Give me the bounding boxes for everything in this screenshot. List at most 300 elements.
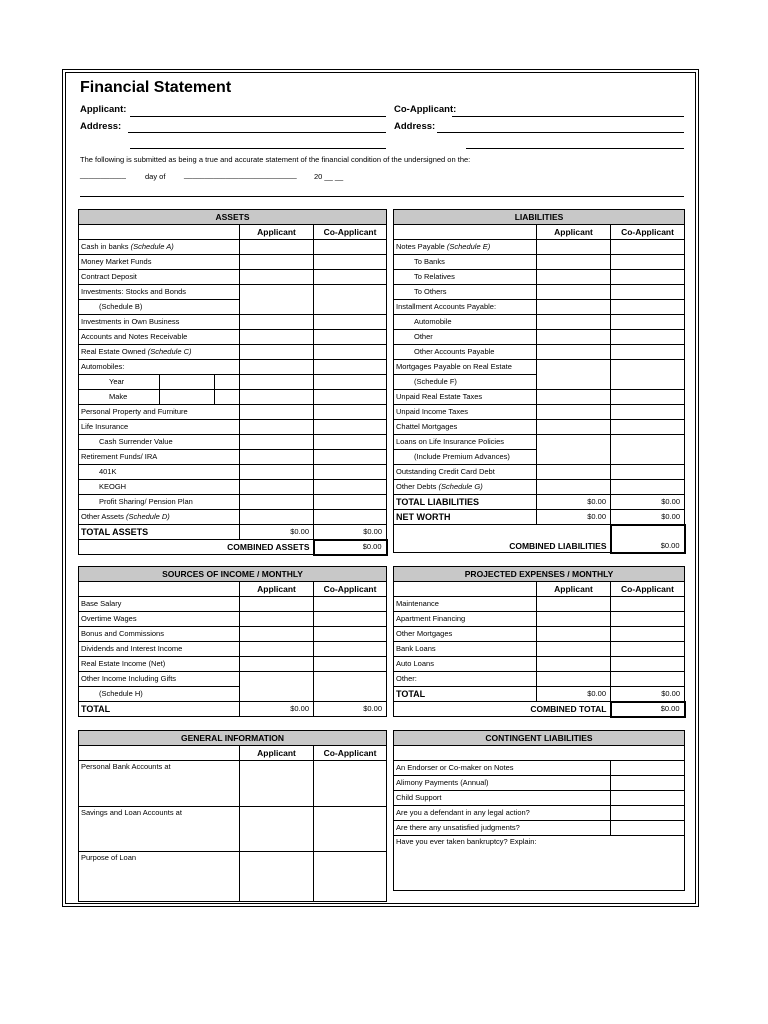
liabilities-applicant-input[interactable] (537, 285, 611, 300)
income-row (79, 657, 387, 672)
expenses-row (394, 642, 685, 657)
liabilities-row-label (394, 375, 537, 390)
assets-co-applicant-input[interactable] (314, 330, 387, 345)
assets-row-label-text: Cash in banks (81, 242, 129, 252)
liabilities-applicant-input[interactable] (537, 330, 611, 345)
expenses-row-label (394, 612, 537, 627)
assets-co-applicant-input[interactable] (314, 360, 387, 375)
liabilities-applicant-input[interactable] (537, 300, 611, 315)
assets-co-applicant-input[interactable] (314, 405, 387, 420)
assets-co-applicant-input[interactable] (314, 480, 387, 495)
income-applicant-input[interactable] (240, 672, 314, 702)
assets-row-label (79, 480, 240, 495)
assets-row-label-text: Other Assets (81, 512, 124, 522)
expenses-title: PROJECTED EXPENSES / MONTHLY (394, 567, 685, 582)
assets-co-applicant-input[interactable] (314, 315, 387, 330)
income-row-label (79, 597, 240, 612)
general-row-label (79, 761, 240, 807)
assets-row-label-text: Automobiles: (81, 362, 125, 372)
liabilities-row-label (394, 360, 537, 375)
liabilities-co-applicant-input[interactable] (611, 420, 685, 435)
liabilities-row (394, 360, 685, 375)
income-row (79, 672, 387, 687)
liabilities-row-label (394, 315, 537, 330)
assets-row (79, 285, 387, 300)
net-worth-co-applicant: $0.00 (611, 510, 685, 525)
liabilities-row-label (394, 240, 537, 255)
general-co-applicant-input[interactable] (314, 852, 387, 902)
income-applicant-input[interactable] (240, 612, 314, 627)
assets-row-label (79, 300, 240, 315)
expenses-row-label-text: Maintenance (396, 599, 439, 609)
assets-row-label (79, 450, 240, 465)
expenses-total-label: TOTAL (394, 687, 537, 702)
liabilities-applicant-input[interactable] (537, 360, 611, 390)
assets-row-label-text: 401K (99, 467, 117, 477)
liabilities-row-label (394, 420, 537, 435)
liabilities-row-label-text: Other Debts (396, 482, 437, 492)
assets-row-label (79, 510, 240, 525)
expenses-row-label (394, 597, 537, 612)
income-row-label-text: Other Income Including Gifts (81, 674, 177, 684)
liabilities-row-label-text: Unpaid Real Estate Taxes (396, 392, 483, 402)
address-field[interactable] (128, 132, 386, 133)
contingent-row-label (394, 761, 611, 776)
expenses-row-label-text: Other: (396, 674, 417, 684)
liabilities-applicant-input[interactable] (537, 255, 611, 270)
assets-row-label (79, 270, 240, 285)
liabilities-co-applicant-input[interactable] (611, 300, 685, 315)
assets-co-applicant-input[interactable] (314, 270, 387, 285)
liabilities-applicant-input[interactable] (537, 480, 611, 495)
general-row-label (79, 807, 240, 852)
general-row-label (79, 852, 240, 902)
income-row-label (79, 672, 240, 687)
assets-row-label-text: Real Estate Owned (81, 347, 146, 357)
contingent-row-label (394, 791, 611, 806)
income-total-co-applicant: $0.00 (314, 702, 387, 717)
liabilities-co-applicant-input[interactable] (611, 240, 685, 255)
assets-row (79, 405, 387, 420)
auto-detail-extra[interactable] (215, 390, 240, 404)
expenses-co-applicant-input[interactable] (611, 597, 685, 612)
combined-total-label: COMBINED TOTAL (394, 702, 611, 717)
assets-row (79, 315, 387, 330)
contingent-row-label-text: An Endorser or Co-maker on Notes (396, 763, 514, 773)
general-info-table (78, 730, 387, 902)
liabilities-row-label (394, 285, 537, 300)
assets-row-label-text: Investments in Own Business (81, 317, 180, 327)
general-row (79, 807, 387, 852)
income-row-label-text: Base Salary (81, 599, 122, 609)
expenses-co-applicant-input[interactable] (611, 612, 685, 627)
assets-row (79, 390, 387, 405)
liabilities-applicant-input[interactable] (537, 465, 611, 480)
assets-co-applicant-input[interactable] (314, 285, 387, 315)
contingent-row-label-text: Are there any unsatisfied judgments? (396, 823, 520, 833)
liabilities-row (394, 420, 685, 435)
income-table (78, 566, 387, 717)
assets-row-label (79, 345, 240, 360)
income-total-label: TOTAL (79, 702, 240, 717)
general-co-applicant-input[interactable] (314, 807, 387, 852)
assets-co-applicant-input[interactable] (314, 420, 387, 435)
combined-total-value: $0.00 (611, 702, 685, 717)
expenses-applicant-input[interactable] (537, 657, 611, 672)
general-applicant-input[interactable] (240, 852, 314, 902)
assets-applicant-input[interactable] (240, 240, 314, 255)
general-info-title: GENERAL INFORMATION (79, 731, 387, 746)
liabilities-row (394, 435, 685, 450)
income-row (79, 627, 387, 642)
income-co-applicant-input[interactable] (314, 672, 387, 702)
income-applicant-input[interactable] (240, 657, 314, 672)
contingent-table (393, 730, 685, 891)
liabilities-co-applicant-input[interactable] (611, 435, 685, 465)
date-day-field[interactable]: ___________ (80, 170, 126, 179)
contingent-value-input[interactable] (611, 776, 685, 791)
liabilities-row-label (394, 435, 537, 450)
income-applicant-input[interactable] (240, 642, 314, 657)
income-row-label (79, 642, 240, 657)
liabilities-row-schedule: (Schedule G) (438, 482, 483, 492)
date-month-field[interactable]: ___________________________ (184, 170, 297, 179)
assets-co-applicant-input[interactable] (314, 390, 387, 405)
expenses-row-label (394, 672, 537, 687)
liabilities-row-label (394, 390, 537, 405)
assets-co-applicant-header: Co-Applicant (314, 225, 387, 240)
assets-co-applicant-input[interactable] (314, 510, 387, 525)
net-worth-label: NET WORTH (394, 510, 537, 525)
contingent-value-input[interactable] (611, 761, 685, 776)
expenses-co-applicant-input[interactable] (611, 642, 685, 657)
assets-applicant-input[interactable] (240, 450, 314, 465)
income-total-applicant: $0.00 (240, 702, 314, 717)
liabilities-co-applicant-input[interactable] (611, 480, 685, 495)
address-line2-field[interactable] (130, 148, 386, 149)
assets-row-label (79, 330, 240, 345)
assets-applicant-input[interactable] (240, 465, 314, 480)
co-address-line2-field[interactable] (466, 148, 684, 149)
assets-row-label-text: Make (109, 392, 128, 402)
income-applicant-header: Applicant (240, 582, 314, 597)
liabilities-row-label (394, 465, 537, 480)
assets-row (79, 450, 387, 465)
liabilities-row-label (394, 480, 537, 495)
assets-row-label-text: Money Market Funds (81, 257, 152, 267)
assets-applicant-input[interactable] (240, 420, 314, 435)
expenses-total-applicant: $0.00 (537, 687, 611, 702)
assets-row (79, 375, 387, 390)
liabilities-applicant-input[interactable] (537, 435, 611, 465)
expenses-applicant-input[interactable] (537, 627, 611, 642)
assets-row (79, 510, 387, 525)
expenses-row-label (394, 657, 537, 672)
day-of-label: day of (145, 172, 166, 181)
liabilities-row-label-text: Loans on Life Insurance Policies (396, 437, 504, 447)
liabilities-co-applicant-input[interactable] (611, 345, 685, 360)
assets-co-applicant-input[interactable] (314, 345, 387, 360)
assets-row-label (79, 315, 240, 330)
expenses-applicant-input[interactable] (537, 672, 611, 687)
auto-year-input[interactable] (160, 375, 215, 389)
income-applicant-input[interactable] (240, 597, 314, 612)
liabilities-table (393, 209, 686, 554)
assets-row-label (79, 435, 240, 450)
assets-row-label (79, 405, 240, 420)
liabilities-applicant-input[interactable] (537, 270, 611, 285)
assets-co-applicant-input[interactable] (314, 255, 387, 270)
income-row (79, 597, 387, 612)
income-title: SOURCES OF INCOME / MONTHLY (79, 567, 387, 582)
expenses-row (394, 672, 685, 687)
contingent-row (394, 761, 685, 776)
liabilities-row-label-text: Unpaid Income Taxes (396, 407, 468, 417)
assets-row-label (79, 255, 240, 270)
liabilities-row-label-text: To Others (414, 287, 447, 297)
expenses-row-label-text: Bank Loans (396, 644, 436, 654)
header-divider (80, 196, 684, 197)
applicant-field[interactable] (130, 116, 386, 117)
assets-row (79, 330, 387, 345)
co-address-field[interactable] (437, 132, 684, 133)
liabilities-row-schedule: (Schedule E) (446, 242, 491, 252)
liabilities-row-label (394, 345, 537, 360)
income-row-label-text: (Schedule H) (99, 689, 143, 699)
assets-applicant-input[interactable] (240, 405, 314, 420)
assets-row-label-text: Retirement Funds/ IRA (81, 452, 158, 462)
expenses-applicant-header: Applicant (537, 582, 611, 597)
liabilities-applicant-input[interactable] (537, 405, 611, 420)
liabilities-row-label (394, 300, 537, 315)
assets-title: ASSETS (79, 210, 387, 225)
income-co-applicant-input[interactable] (314, 612, 387, 627)
expenses-table (393, 566, 686, 718)
expenses-co-applicant-input[interactable] (611, 657, 685, 672)
auto-detail-cell (79, 390, 240, 405)
expenses-row (394, 627, 685, 642)
assets-applicant-input[interactable] (240, 495, 314, 510)
assets-row-label-text: Life Insurance (81, 422, 129, 432)
assets-co-applicant-input[interactable] (314, 495, 387, 510)
contingent-value-input[interactable] (611, 806, 685, 821)
liabilities-row (394, 300, 685, 315)
expenses-applicant-input[interactable] (537, 612, 611, 627)
assets-row (79, 480, 387, 495)
assets-applicant-input[interactable] (240, 435, 314, 450)
combined-liabilities-label: COMBINED LIABILITIES (394, 525, 611, 553)
contingent-title: CONTINGENT LIABILITIES (394, 731, 685, 746)
liabilities-co-applicant-input[interactable] (611, 390, 685, 405)
assets-row-label (79, 375, 160, 389)
liabilities-row (394, 240, 685, 255)
assets-row (79, 465, 387, 480)
assets-applicant-header: Applicant (240, 225, 314, 240)
assets-row-label-text: KEOGH (99, 482, 127, 492)
assets-row-label (79, 285, 240, 300)
assets-row (79, 255, 387, 270)
income-co-applicant-input[interactable] (314, 642, 387, 657)
assets-applicant-input[interactable] (240, 315, 314, 330)
assets-row-label-text: Cash Surrender Value (99, 437, 173, 447)
income-applicant-input[interactable] (240, 627, 314, 642)
liabilities-row (394, 390, 685, 405)
general-row (79, 852, 387, 902)
assets-row (79, 240, 387, 255)
auto-make-input[interactable] (160, 390, 215, 404)
assets-row-schedule: (Schedule D) (126, 512, 170, 522)
auto-detail-extra[interactable] (215, 375, 240, 389)
income-row-label (79, 657, 240, 672)
assets-row-schedule: (Schedule C) (147, 347, 192, 357)
co-applicant-label: Co-Applicant: (394, 104, 457, 115)
assets-row (79, 420, 387, 435)
general-applicant-header: Applicant (240, 746, 314, 761)
contingent-row-label (394, 806, 611, 821)
year-field[interactable]: 20 __ __ (314, 172, 344, 181)
liabilities-row (394, 465, 685, 480)
assets-applicant-input[interactable] (240, 255, 314, 270)
liabilities-co-applicant-input[interactable] (611, 255, 685, 270)
liabilities-row-label-text: To Banks (414, 257, 445, 267)
assets-co-applicant-input[interactable] (314, 435, 387, 450)
total-liabilities-label: TOTAL LIABILITIES (394, 495, 537, 510)
liabilities-row-label-text: Outstanding Credit Card Debt (396, 467, 495, 477)
assets-applicant-input[interactable] (240, 360, 314, 375)
assets-row-label (79, 240, 240, 255)
general-applicant-input[interactable] (240, 807, 314, 852)
assets-row-label-text: (Schedule B) (99, 302, 143, 312)
liabilities-row (394, 330, 685, 345)
liabilities-row-label-text: (Include Premium Advances) (414, 452, 510, 462)
liabilities-row (394, 285, 685, 300)
expenses-co-applicant-input[interactable] (611, 672, 685, 687)
net-worth-applicant: $0.00 (537, 510, 611, 525)
general-row-label-text: Savings and Loan Accounts at (81, 808, 182, 817)
income-co-applicant-input[interactable] (314, 657, 387, 672)
assets-row-label-text: Profit Sharing/ Pension Plan (99, 497, 193, 507)
expenses-co-applicant-input[interactable] (611, 627, 685, 642)
liabilities-row-label (394, 450, 537, 465)
income-co-applicant-input[interactable] (314, 597, 387, 612)
liabilities-co-applicant-input[interactable] (611, 405, 685, 420)
total-liabilities-applicant: $0.00 (537, 495, 611, 510)
assets-row-schedule: (Schedule A) (130, 242, 174, 252)
assets-row (79, 435, 387, 450)
liabilities-row-label (394, 255, 537, 270)
assets-applicant-input[interactable] (240, 510, 314, 525)
expenses-co-applicant-header: Co-Applicant (611, 582, 685, 597)
income-row-label-text: Real Estate Income (Net) (81, 659, 166, 669)
assets-applicant-input[interactable] (240, 330, 314, 345)
co-address-label: Address: (394, 121, 436, 132)
income-row-label (79, 612, 240, 627)
assets-applicant-input[interactable] (240, 285, 314, 315)
contingent-row-label-text: Have you ever taken bankruptcy? Explain: (396, 837, 537, 846)
liabilities-row-label-text: Notes Payable (396, 242, 445, 252)
general-co-applicant-input[interactable] (314, 761, 387, 807)
income-row-label (79, 627, 240, 642)
assets-row-label (79, 495, 240, 510)
liabilities-row-label (394, 405, 537, 420)
liabilities-co-applicant-input[interactable] (611, 360, 685, 390)
liabilities-co-applicant-input[interactable] (611, 330, 685, 345)
contingent-row-label (394, 821, 611, 836)
contingent-row-label (394, 776, 611, 791)
liabilities-co-applicant-header: Co-Applicant (611, 225, 685, 240)
liabilities-applicant-input[interactable] (537, 420, 611, 435)
assets-co-applicant-input[interactable] (314, 240, 387, 255)
income-row-label-text: Bonus and Commissions (81, 629, 164, 639)
expenses-applicant-input[interactable] (537, 642, 611, 657)
liabilities-row-label-text: (Schedule F) (414, 377, 457, 387)
income-row (79, 612, 387, 627)
contingent-row-label-text: Child Support (396, 793, 442, 803)
liabilities-row-label-text: Chattel Mortgages (396, 422, 458, 432)
expenses-row-label (394, 627, 537, 642)
assets-row (79, 495, 387, 510)
combined-assets-value: $0.00 (314, 540, 387, 555)
contingent-value-input[interactable] (611, 791, 685, 806)
liabilities-row-label-text: Automobile (414, 317, 452, 327)
liabilities-co-applicant-input[interactable] (611, 465, 685, 480)
assets-row-label-text: Personal Property and Furniture (81, 407, 188, 417)
income-row-label-text: Dividends and Interest Income (81, 644, 183, 654)
co-applicant-field[interactable] (452, 116, 684, 117)
assets-co-applicant-input[interactable] (314, 450, 387, 465)
contingent-row-label-text: Alimony Payments (Annual) (396, 778, 489, 788)
liabilities-row-label-text: Other Accounts Payable (414, 347, 495, 357)
liabilities-applicant-input[interactable] (537, 345, 611, 360)
assets-applicant-input[interactable] (240, 345, 314, 360)
contingent-row (394, 821, 685, 836)
liabilities-row (394, 345, 685, 360)
income-co-applicant-input[interactable] (314, 627, 387, 642)
general-applicant-input[interactable] (240, 761, 314, 807)
liabilities-co-applicant-input[interactable] (611, 315, 685, 330)
liabilities-co-applicant-input[interactable] (611, 285, 685, 300)
assets-co-applicant-input[interactable] (314, 375, 387, 390)
liabilities-applicant-input[interactable] (537, 315, 611, 330)
contingent-value-input[interactable] (611, 821, 685, 836)
assets-applicant-input[interactable] (240, 480, 314, 495)
assets-row-label (79, 390, 160, 404)
liabilities-applicant-input[interactable] (537, 240, 611, 255)
combined-liabilities-value: $0.00 (611, 525, 685, 553)
expenses-applicant-input[interactable] (537, 597, 611, 612)
expenses-row-label-text: Other Mortgages (396, 629, 453, 639)
liabilities-co-applicant-input[interactable] (611, 270, 685, 285)
liabilities-row-label (394, 330, 537, 345)
liabilities-row-label-text: Other (414, 332, 433, 342)
general-row-label-text: Personal Bank Accounts at (81, 762, 171, 771)
liabilities-applicant-input[interactable] (537, 390, 611, 405)
assets-row (79, 360, 387, 375)
liabilities-row-label-text: Installment Accounts Payable: (396, 302, 497, 312)
assets-applicant-input[interactable] (240, 270, 314, 285)
liabilities-row (394, 255, 685, 270)
assets-applicant-input[interactable] (240, 390, 314, 405)
assets-row-label (79, 360, 240, 375)
liabilities-row-label-text: Mortgages Payable on Real Estate (396, 362, 512, 372)
assets-applicant-input[interactable] (240, 375, 314, 390)
assets-co-applicant-input[interactable] (314, 465, 387, 480)
address-label: Address: (80, 121, 122, 132)
assets-row-label-text: Year (109, 377, 125, 387)
liabilities-row (394, 405, 685, 420)
contingent-row (394, 836, 685, 891)
assets-row (79, 345, 387, 360)
